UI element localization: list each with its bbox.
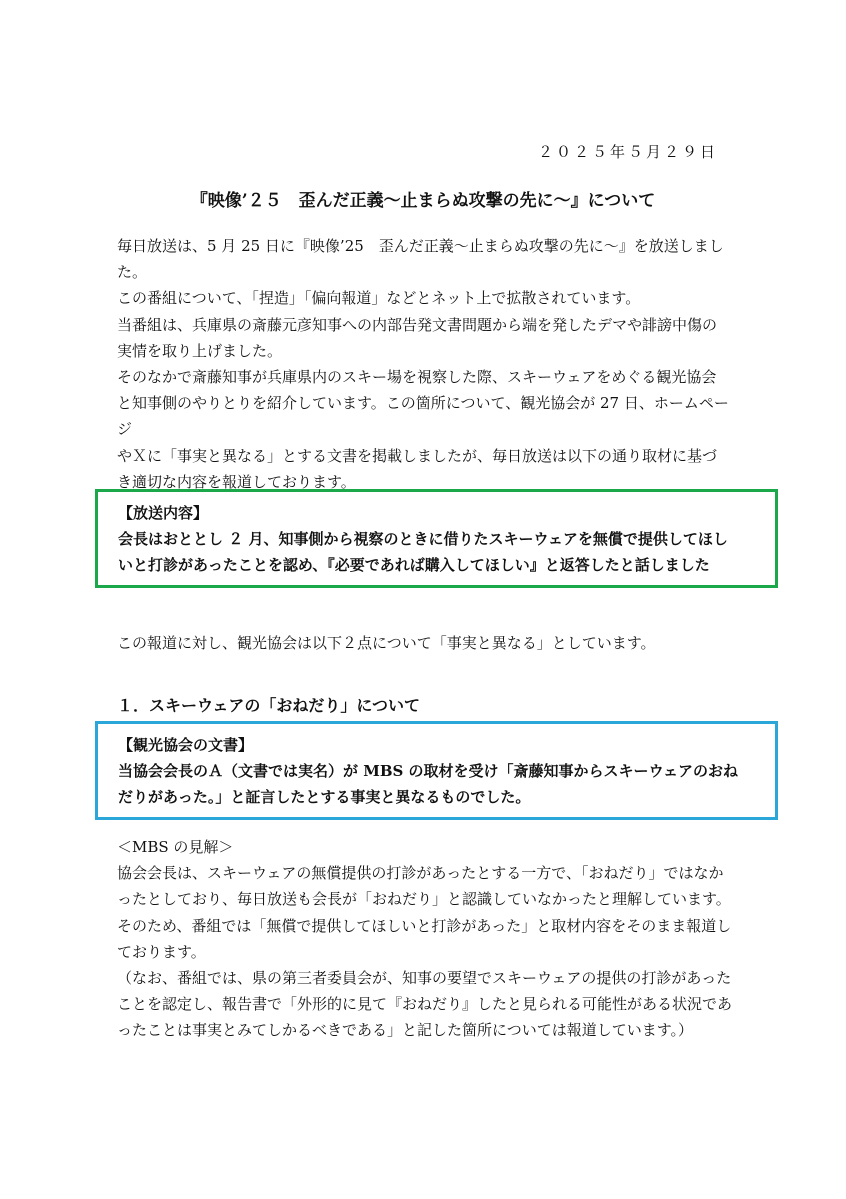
intro-line: やＸに「事実と異なる」とする文書を掲載しましたが、毎日放送は以下の通り取材に基づ xyxy=(117,446,718,465)
mbs-view-line: ったとしており、毎日放送も会長が「おねだり」と認識していなかったと理解しています。 xyxy=(117,890,731,909)
broadcast-box-heading: 【放送内容】 xyxy=(118,504,209,522)
intro-line: 実情を取り上げました。 xyxy=(117,341,283,360)
intro-line: この番組について、「捏造」「偏向報道」などとネット上で拡散されています。 xyxy=(117,289,641,308)
intro-line: 当番組は、兵庫県の斎藤元彦知事への内部告発文書問題から端を発したデマや誹謗中傷の xyxy=(117,315,718,334)
document-date: ２０２５年５月２９日 xyxy=(537,143,718,161)
intro-paragraph xyxy=(117,233,733,495)
section-1-heading: １．スキーウェアの「おねだり」について xyxy=(117,696,421,715)
broadcast-box-line: いと打診があったことを認め、『必要であれば購入してほしい』と返答したと話しました xyxy=(118,556,710,574)
mbs-view-line: ことを認定し、報告書で「外形的に見て『おねだり』したと見られる可能性がある状況であ xyxy=(117,995,733,1014)
intro-line: 毎日放送は、5 月 25 日に『映像’25 歪んだ正義～止まらぬ攻撃の先に～』を放送しました。 xyxy=(117,237,724,282)
association-box-line: だりがあった。」と証言したとする事実と異なるものでした。 xyxy=(118,788,531,806)
association-document-box xyxy=(95,721,778,820)
association-claim-statement: この報道に対し、観光協会は以下２点について「事実と異なる」としています。 xyxy=(117,634,656,652)
mbs-view-heading: ＜MBS の見解＞ xyxy=(117,838,234,856)
mbs-view-line: そのため、番組では「無償で提供してほしいと打診があった」と取材内容をそのまま報道し xyxy=(117,916,732,935)
mbs-view-line: 協会会長は、スキーウェアの無償提供の打診があったとする一方で、「おねだり」ではなか xyxy=(117,864,724,883)
intro-line: き適切な内容を報道しております。 xyxy=(117,472,356,491)
intro-line: と知事側のやりとりを紹介しています。この箇所について、観光協会が 27 日、ホームページ xyxy=(117,394,729,439)
mbs-view-line: ております。 xyxy=(117,942,206,961)
association-box-heading: 【観光協会の文書】 xyxy=(118,736,254,754)
mbs-view-paragraph xyxy=(117,834,737,1044)
mbs-view-line: ったことは事実とみてしかるべきである」と記した箇所については報道しています。） xyxy=(117,1021,694,1040)
broadcast-content-box xyxy=(95,489,778,588)
association-box-line: 当協会会長のＡ（文書では実名）が MBS の取材を受け「斎藤知事からスキーウェアのおね xyxy=(118,762,738,780)
mbs-view-line: （なお、番組では、県の第三者委員会が、知事の要望でスキーウェアの提供の打診があった xyxy=(117,969,732,988)
document-title: 『映像’２５ 歪んだ正義～止まらぬ攻撃の先に～』について xyxy=(190,191,656,211)
broadcast-box-line: 会長はおととし ２ 月、知事側から視察のときに借りたスキーウェアを無償で提供してほし xyxy=(118,530,728,548)
intro-line: そのなかで斎藤知事が兵庫県内のスキー場を視察した際、スキーウェアをめぐる観光協会 xyxy=(117,368,717,387)
